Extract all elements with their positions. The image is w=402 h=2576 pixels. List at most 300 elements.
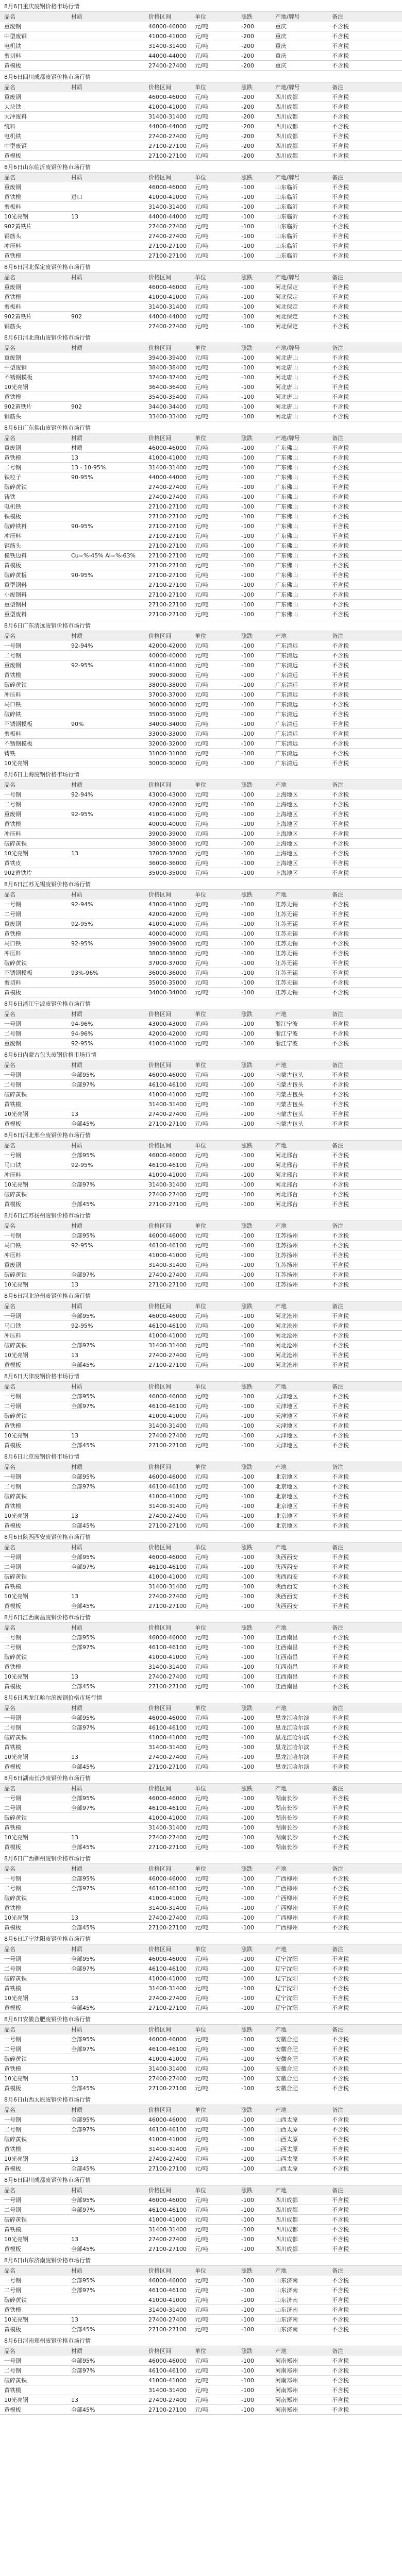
table-cell: -100 bbox=[241, 364, 254, 371]
table-cell: 黄铁模 bbox=[4, 2146, 21, 2153]
table-cell: 不含税 bbox=[332, 2126, 349, 2133]
header-cell: 品名 bbox=[4, 274, 15, 281]
header-cell: 产地 bbox=[275, 1464, 287, 1470]
header-cell: 品名 bbox=[4, 2026, 15, 2033]
table-cell: 不含税 bbox=[332, 1683, 349, 1690]
table-row bbox=[0, 709, 402, 719]
table-cell bbox=[71, 1733, 148, 1742]
table-cell bbox=[71, 2064, 148, 2074]
table-cell: 27400-27400 bbox=[148, 2316, 187, 2323]
header-cell: 涨跌 bbox=[241, 782, 253, 788]
table-cell: 元/吨 bbox=[195, 1564, 208, 1570]
table-cell: 全部45% bbox=[71, 2165, 95, 2172]
table-cell: 10光亮钢 bbox=[4, 2316, 28, 2323]
table-cell: 黄模板 bbox=[4, 2326, 21, 2333]
header-cell: 产地 bbox=[275, 1544, 287, 1551]
table-cell: 94-96% bbox=[71, 1030, 93, 1037]
table-cell: 全部97% bbox=[71, 1181, 95, 1188]
table-cell: 38000-38000 bbox=[148, 682, 187, 688]
header-cell: 品名 bbox=[4, 435, 15, 442]
header-cell: 备注 bbox=[332, 2267, 343, 2274]
table-row bbox=[0, 1803, 402, 1813]
table-cell: 27400-27400 bbox=[148, 1834, 187, 1841]
table-header-row bbox=[0, 1623, 402, 1633]
table-cell: 破碎黄铁 bbox=[4, 1573, 27, 1580]
table-row bbox=[0, 1150, 402, 1160]
table-cell: 进口 bbox=[71, 194, 82, 200]
table-cell: 破碎黄铁 bbox=[4, 2216, 27, 2223]
table-cell: 一号钢 bbox=[4, 1021, 21, 1027]
table-cell: 39000-39000 bbox=[148, 940, 187, 947]
table-cell: 全部95% bbox=[71, 2358, 95, 2364]
table-cell: 不含税 bbox=[332, 1352, 349, 1359]
table-row bbox=[0, 1874, 402, 1884]
table-row bbox=[0, 868, 402, 878]
table-row bbox=[0, 192, 402, 202]
table-cell: 不含税 bbox=[332, 921, 349, 927]
section-title: 8月6日河南郑州废钢价格市场行情 bbox=[4, 2337, 91, 2344]
table-cell: 27100-27100 bbox=[148, 1683, 187, 1690]
table-cell: 41000-41000 bbox=[148, 662, 187, 669]
table-cell: 不含税 bbox=[332, 1232, 349, 1239]
table-cell: 重废钢 bbox=[4, 921, 21, 927]
table-cell: -100 bbox=[241, 831, 254, 837]
table-cell bbox=[71, 600, 148, 609]
table-cell: 广东佛山 bbox=[275, 523, 298, 530]
table-cell bbox=[71, 839, 148, 849]
table-cell bbox=[71, 112, 148, 122]
row-rule bbox=[0, 1128, 402, 1129]
table-cell: 北京地区 bbox=[275, 1473, 298, 1480]
table-cell: -100 bbox=[241, 2146, 254, 2153]
table-cell: -100 bbox=[241, 1895, 254, 1902]
table-cell bbox=[71, 241, 148, 251]
table-cell: 元/吨 bbox=[195, 1583, 208, 1590]
table-cell: 二号钢 bbox=[4, 911, 21, 918]
table-cell: 44000-44000 bbox=[148, 53, 187, 59]
table-cell: 27400-27400 bbox=[148, 1432, 187, 1439]
table-cell: 剪切料 bbox=[4, 979, 21, 986]
header-cell: 单位 bbox=[195, 274, 206, 281]
table-cell: -100 bbox=[241, 811, 254, 818]
table-cell: 不含税 bbox=[332, 445, 349, 451]
table-cell bbox=[71, 868, 148, 878]
table-cell: 不含税 bbox=[332, 1975, 349, 1982]
table-header-row bbox=[0, 2025, 402, 2035]
table-header-row bbox=[0, 433, 402, 443]
table-cell bbox=[71, 282, 148, 292]
header-cell: 品名 bbox=[4, 1544, 15, 1551]
table-cell: 元/吨 bbox=[195, 562, 208, 569]
table-cell: 广东佛山 bbox=[275, 454, 298, 461]
table-row bbox=[0, 1099, 402, 1109]
table-cell: -100 bbox=[241, 989, 254, 996]
table-cell: 32000-32000 bbox=[148, 740, 187, 747]
table-cell: 元/吨 bbox=[195, 113, 208, 120]
header-cell: 材质 bbox=[71, 84, 82, 91]
table-cell: 元/吨 bbox=[195, 1885, 208, 1892]
table-cell: 黄铁模 bbox=[4, 454, 21, 461]
table-cell: 黄模板 bbox=[4, 2165, 21, 2172]
table-cell: 元/吨 bbox=[195, 2236, 208, 2243]
table-cell: -100 bbox=[241, 503, 254, 510]
table-cell: -100 bbox=[241, 601, 254, 608]
table-row bbox=[0, 1411, 402, 1421]
table-header-row bbox=[0, 2266, 402, 2276]
table-row bbox=[0, 1642, 402, 1652]
table-cell: 冲压料 bbox=[4, 243, 21, 249]
table-cell: -100 bbox=[241, 1764, 254, 1770]
table-cell: 元/吨 bbox=[195, 2207, 208, 2213]
table-cell: 不含税 bbox=[332, 760, 349, 767]
table-cell: -100 bbox=[241, 1924, 254, 1931]
table-cell: 元/吨 bbox=[195, 1654, 208, 1660]
table-cell: 黄铁模 bbox=[4, 394, 21, 400]
table-cell: 元/吨 bbox=[195, 62, 208, 69]
table-header-row bbox=[0, 273, 402, 282]
table-cell: -100 bbox=[241, 582, 254, 588]
table-cell: 破碎黄铁 bbox=[4, 1091, 27, 1098]
header-cell: 价格区间 bbox=[148, 1946, 171, 1953]
table-cell: -100 bbox=[241, 2397, 254, 2403]
table-cell: -100 bbox=[241, 1573, 254, 1580]
table-cell: -100 bbox=[241, 840, 254, 847]
table-cell: 元/吨 bbox=[195, 204, 208, 210]
table-cell: 元/吨 bbox=[195, 123, 208, 130]
header-cell: 产地/牌号 bbox=[275, 274, 300, 281]
table-cell: 不含税 bbox=[332, 354, 349, 361]
table-cell: 27100-27100 bbox=[148, 611, 187, 618]
table-row bbox=[0, 2074, 402, 2083]
table-row bbox=[0, 1511, 402, 1521]
header-cell: 价格区间 bbox=[148, 2107, 171, 2113]
header-cell: 价格区间 bbox=[148, 1866, 171, 1872]
table-cell bbox=[71, 1250, 148, 1260]
table-cell: 江苏扬州 bbox=[275, 1281, 298, 1288]
table-cell: -200 bbox=[241, 133, 254, 140]
table-cell: 不含税 bbox=[332, 2316, 349, 2323]
table-cell: 不含税 bbox=[332, 860, 349, 867]
table-cell: 不含税 bbox=[332, 2277, 349, 2284]
table-cell bbox=[71, 251, 148, 261]
section-title: 8月6日河北邢台废钢价格市场行情 bbox=[4, 1132, 91, 1139]
header-cell: 涨跌 bbox=[241, 1866, 253, 1872]
table-cell: 元/吨 bbox=[195, 1815, 208, 1821]
table-cell: 全部95% bbox=[71, 2277, 95, 2284]
table-cell: -100 bbox=[241, 1834, 254, 1841]
table-cell: 41000-41000 bbox=[148, 1040, 187, 1047]
table-cell: 不含税 bbox=[332, 582, 349, 588]
table-cell: 元/吨 bbox=[195, 611, 208, 618]
table-cell: -100 bbox=[241, 2406, 254, 2413]
table-cell: 元/吨 bbox=[195, 1021, 208, 1027]
table-cell bbox=[71, 580, 148, 590]
table-cell: -100 bbox=[241, 652, 254, 659]
header-cell: 产地 bbox=[275, 2026, 287, 2033]
table-cell: 元/吨 bbox=[195, 1030, 208, 1037]
table-cell: -200 bbox=[241, 123, 254, 130]
header-cell: 涨跌 bbox=[241, 1303, 253, 1310]
table-row bbox=[0, 231, 402, 241]
table-row bbox=[0, 1160, 402, 1170]
table-cell: 黄铁模 bbox=[4, 1101, 21, 1108]
header-cell: 涨跌 bbox=[241, 2348, 253, 2354]
table-cell: 46000-46000 bbox=[148, 184, 187, 191]
table-cell: 广东佛山 bbox=[275, 611, 298, 618]
table-cell: -100 bbox=[241, 1583, 254, 1590]
table-cell: 元/吨 bbox=[195, 960, 208, 967]
table-cell: 山东济南 bbox=[275, 2287, 298, 2294]
table-row bbox=[0, 1633, 402, 1642]
table-cell: -100 bbox=[241, 791, 254, 798]
header-cell: 备注 bbox=[332, 1142, 343, 1149]
table-cell: 不含税 bbox=[332, 113, 349, 120]
table-cell: 35400-35400 bbox=[148, 394, 187, 400]
table-cell bbox=[71, 1974, 148, 1984]
table-cell: 一号钢 bbox=[4, 1715, 21, 1721]
table-cell: 10光亮钢 bbox=[4, 213, 28, 220]
table-cell bbox=[71, 1260, 148, 1270]
table-cell: 北京地区 bbox=[275, 1483, 298, 1490]
table-cell: 黄铁模 bbox=[4, 2226, 21, 2233]
table-cell: 不含税 bbox=[332, 701, 349, 708]
table-cell: 元/吨 bbox=[195, 1734, 208, 1741]
table-cell: 全部97% bbox=[71, 1805, 95, 1811]
table-cell: 元/吨 bbox=[195, 1232, 208, 1239]
table-cell: -200 bbox=[241, 113, 254, 120]
table-cell: 元/吨 bbox=[195, 1162, 208, 1168]
table-cell: 安徽合肥 bbox=[275, 2085, 298, 2092]
table-cell: 全部45% bbox=[71, 1924, 95, 1931]
table-cell: 元/吨 bbox=[195, 2197, 208, 2204]
table-cell: 902 bbox=[71, 403, 82, 410]
table-cell: 元/吨 bbox=[195, 1201, 208, 1208]
table-cell: 黄铁模 bbox=[4, 1905, 21, 1911]
table-cell: 不含税 bbox=[332, 2085, 349, 2092]
table-cell: 元/吨 bbox=[195, 523, 208, 530]
table-cell bbox=[71, 1662, 148, 1672]
table-cell bbox=[71, 482, 148, 492]
table-row bbox=[0, 958, 402, 968]
table-cell bbox=[71, 700, 148, 709]
table-cell: 41000-41000 bbox=[148, 2377, 187, 2384]
table-cell: 安徽合肥 bbox=[275, 2065, 298, 2072]
table-cell: 41000-41000 bbox=[148, 2056, 187, 2062]
table-cell: 天津地区 bbox=[275, 1413, 298, 1419]
table-cell: 破碎黄铁 bbox=[4, 1272, 27, 1278]
table-cell: 元/吨 bbox=[195, 303, 208, 310]
table-cell: 元/吨 bbox=[195, 133, 208, 140]
table-cell: -100 bbox=[241, 1754, 254, 1760]
table-cell: 元/吨 bbox=[195, 1522, 208, 1529]
table-cell bbox=[71, 948, 148, 958]
table-cell: -100 bbox=[241, 1111, 254, 1117]
table-cell: -100 bbox=[241, 413, 254, 420]
table-cell: -100 bbox=[241, 2367, 254, 2374]
table-cell: 广东佛山 bbox=[275, 591, 298, 598]
table-row bbox=[0, 1913, 402, 1923]
table-cell: 江苏扬州 bbox=[275, 1262, 298, 1268]
table-cell: 重废钢 bbox=[4, 662, 21, 669]
header-cell: 材质 bbox=[71, 1705, 82, 1711]
table-cell: -100 bbox=[241, 1332, 254, 1339]
table-cell: 辽宁沈阳 bbox=[275, 1965, 298, 1972]
table-cell: 不含税 bbox=[332, 464, 349, 471]
table-cell: 天津地区 bbox=[275, 1422, 298, 1429]
table-cell: 河北唐山 bbox=[275, 413, 298, 420]
table-cell: 元/吨 bbox=[195, 454, 208, 461]
table-cell bbox=[71, 758, 148, 768]
table-cell: 46100-46100 bbox=[148, 2207, 187, 2213]
table-cell bbox=[71, 988, 148, 997]
table-cell: 破碎黄铁 bbox=[4, 1815, 27, 1821]
table-row bbox=[0, 1231, 402, 1241]
table-row bbox=[0, 680, 402, 690]
table-cell: 四川成都 bbox=[275, 94, 298, 100]
table-cell: 广西柳州 bbox=[275, 1875, 298, 1882]
table-cell: 不含税 bbox=[332, 1724, 349, 1731]
table-cell: 不含税 bbox=[332, 1905, 349, 1911]
table-cell: 重型钢料 bbox=[4, 582, 27, 588]
table-cell: -100 bbox=[241, 2075, 254, 2082]
header-cell: 产地 bbox=[275, 1062, 287, 1069]
table-cell: 不含税 bbox=[332, 1815, 349, 1821]
table-header-row bbox=[0, 173, 402, 182]
table-cell: 10光亮钢 bbox=[4, 1995, 28, 2002]
header-cell: 价格区间 bbox=[148, 1223, 171, 1229]
header-cell: 备注 bbox=[332, 1866, 343, 1872]
table-cell: -100 bbox=[241, 1603, 254, 1609]
table-row bbox=[0, 2044, 402, 2054]
table-row bbox=[0, 1842, 402, 1852]
table-cell: 黄模板 bbox=[4, 1603, 21, 1609]
table-header-row bbox=[0, 631, 402, 641]
table-cell: 黄铁模 bbox=[4, 1583, 21, 1590]
table-cell: 不含税 bbox=[332, 403, 349, 410]
table-cell: 不含税 bbox=[332, 1875, 349, 1882]
table-row bbox=[0, 948, 402, 958]
table-cell: 不含税 bbox=[332, 233, 349, 240]
header-cell: 涨跌 bbox=[241, 1946, 253, 1953]
table-row bbox=[0, 372, 402, 382]
table-cell: 铸铁 bbox=[4, 494, 15, 500]
table-cell: 元/吨 bbox=[195, 1634, 208, 1641]
table-cell: 广东清远 bbox=[275, 652, 298, 659]
table-cell: 全部45% bbox=[71, 1201, 95, 1208]
table-row bbox=[0, 1019, 402, 1029]
table-cell: 不含税 bbox=[332, 1473, 349, 1480]
table-cell: 不含税 bbox=[332, 1583, 349, 1590]
table-cell: 元/吨 bbox=[195, 2316, 208, 2323]
table-row bbox=[0, 321, 402, 331]
table-cell: 39000-39000 bbox=[148, 831, 187, 837]
table-row bbox=[0, 2035, 402, 2044]
table-cell: -100 bbox=[241, 2116, 254, 2123]
table-cell: 山东济南 bbox=[275, 2277, 298, 2284]
table-cell: 元/吨 bbox=[195, 1281, 208, 1288]
table-cell: 不含税 bbox=[332, 2287, 349, 2294]
header-cell: 单位 bbox=[195, 1866, 206, 1872]
table-row bbox=[0, 2315, 402, 2325]
table-row bbox=[0, 1823, 402, 1833]
table-cell: 不含税 bbox=[332, 94, 349, 100]
table-row bbox=[0, 2405, 402, 2415]
table-cell: 一号钢 bbox=[4, 1956, 21, 1962]
table-cell: 13 bbox=[71, 1281, 78, 1288]
table-cell: -100 bbox=[241, 1744, 254, 1751]
table-cell: 全部97% bbox=[71, 2367, 95, 2374]
table-cell: 江苏扬州 bbox=[275, 1272, 298, 1278]
table-cell bbox=[71, 22, 148, 31]
table-cell: -100 bbox=[241, 354, 254, 361]
table-cell: 不含税 bbox=[332, 1121, 349, 1127]
table-row bbox=[0, 919, 402, 929]
table-cell: 31400-31400 bbox=[148, 1262, 187, 1268]
table-cell: 27100-27100 bbox=[148, 252, 187, 259]
table-cell: -200 bbox=[241, 62, 254, 69]
table-cell: 四川成都 bbox=[275, 133, 298, 140]
header-cell: 涨跌 bbox=[241, 345, 253, 351]
header-cell: 备注 bbox=[332, 435, 343, 442]
table-cell: 广东清远 bbox=[275, 740, 298, 747]
table-cell: 元/吨 bbox=[195, 1715, 208, 1721]
table-cell: 不含税 bbox=[332, 323, 349, 330]
table-cell: 不含税 bbox=[332, 1715, 349, 1721]
table-cell: 不含税 bbox=[332, 2075, 349, 2082]
table-cell: 不含税 bbox=[332, 1634, 349, 1641]
header-cell: 品名 bbox=[4, 1866, 15, 1872]
table-cell: 不含税 bbox=[332, 950, 349, 957]
table-cell bbox=[71, 800, 148, 809]
table-cell: 元/吨 bbox=[195, 503, 208, 510]
table-cell: 不含税 bbox=[332, 1332, 349, 1339]
table-row bbox=[0, 1652, 402, 1662]
table-cell: 一号钢 bbox=[4, 791, 21, 798]
table-cell: 全部97% bbox=[71, 2207, 95, 2213]
table-cell: 元/吨 bbox=[195, 323, 208, 330]
table-row bbox=[0, 412, 402, 421]
table-cell: 湖南长沙 bbox=[275, 1795, 298, 1802]
section-title: 8月6日重庆废钢价格市场行情 bbox=[4, 3, 79, 10]
table-row bbox=[0, 1572, 402, 1582]
table-cell: -100 bbox=[241, 1232, 254, 1239]
table-cell: -100 bbox=[241, 1805, 254, 1811]
table-cell: 10光亮钢 bbox=[4, 2156, 28, 2162]
table-cell: 35000-35000 bbox=[148, 979, 187, 986]
table-cell: 元/吨 bbox=[195, 533, 208, 539]
table-cell: 27100-27100 bbox=[148, 523, 187, 530]
table-cell bbox=[71, 1823, 148, 1833]
table-cell: 四川成都 bbox=[275, 152, 298, 159]
table-cell: 黄铁皮 bbox=[4, 860, 21, 867]
table-cell: -100 bbox=[241, 2165, 254, 2172]
table-cell: -100 bbox=[241, 1795, 254, 1802]
table-cell: -100 bbox=[241, 591, 254, 598]
table-cell: 不含税 bbox=[332, 1734, 349, 1741]
table-cell: 黄模板 bbox=[4, 1844, 21, 1851]
table-row bbox=[0, 2144, 402, 2154]
table-cell: -100 bbox=[241, 930, 254, 937]
header-cell: 品名 bbox=[4, 2348, 15, 2354]
table-cell: 元/吨 bbox=[195, 811, 208, 818]
table-cell: 元/吨 bbox=[195, 354, 208, 361]
header-cell: 单位 bbox=[195, 1785, 206, 1792]
table-cell: 河北保定 bbox=[275, 323, 298, 330]
table-cell: 元/吨 bbox=[195, 243, 208, 249]
table-cell: 一号钢 bbox=[4, 1554, 21, 1561]
table-cell: 陕西西安 bbox=[275, 1603, 298, 1609]
table-row bbox=[0, 2195, 402, 2205]
